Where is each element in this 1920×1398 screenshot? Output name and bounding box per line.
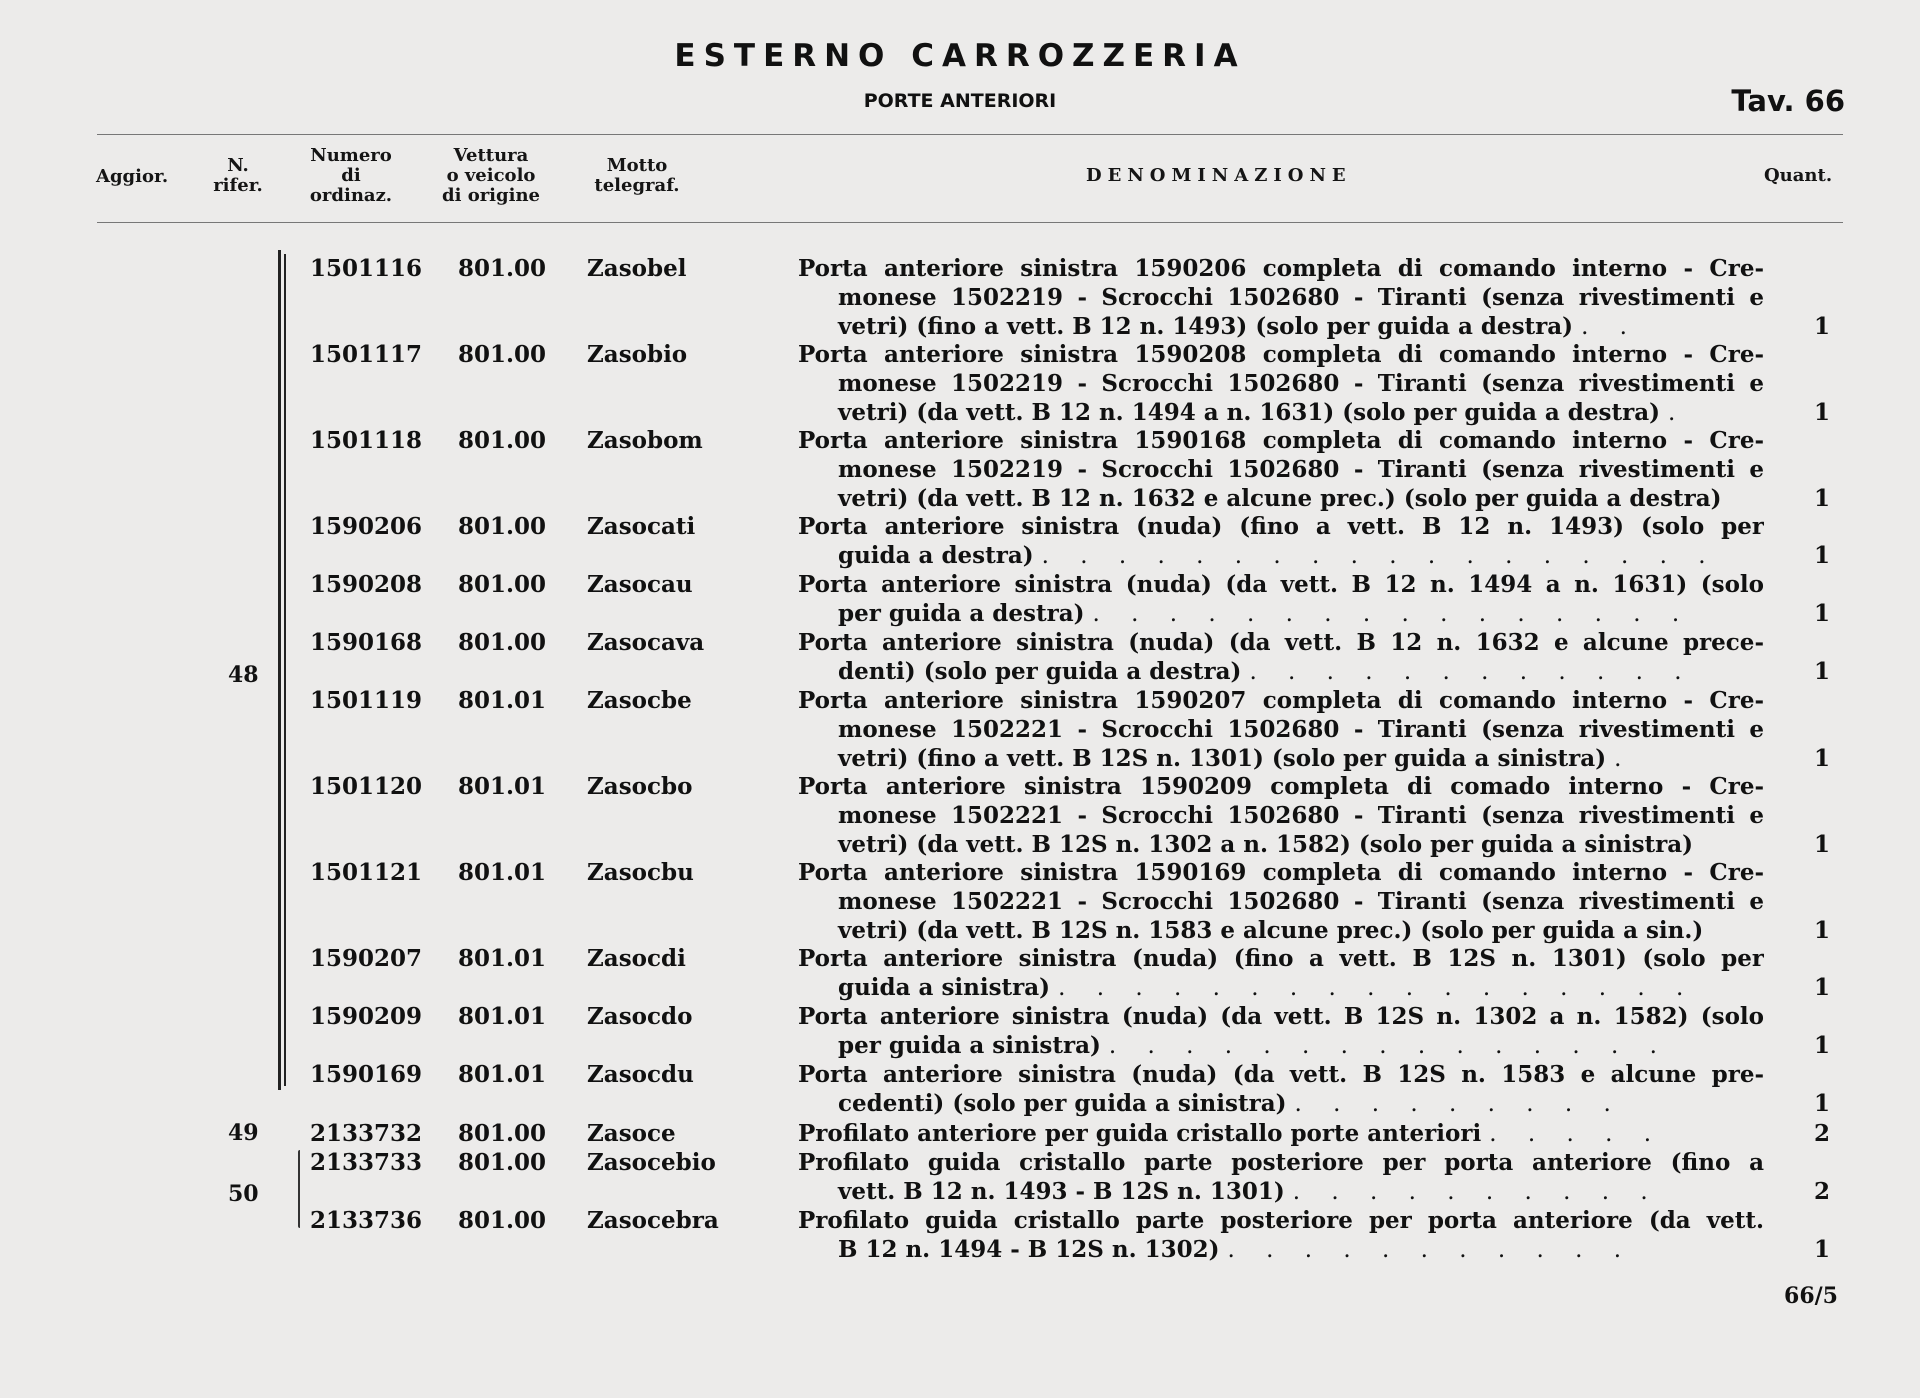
description: Porta anteriore sinistra 1590209 completa di comado interno - Cre- monese 1502221 - Scrocchi 1502680 - Tiranti (senza rivestimenti e vetri) (da vett. B 12S n. 1302 a n. 1582) (solo per guida a sinistra) [798,773,1764,858]
vehicle-code: 801.00 [458,341,547,368]
ref-number-49: 49 [228,1120,259,1146]
group-bracket-50 [298,1150,300,1228]
col-motto: Motto telegraf. [594,155,680,196]
description: Profilato guida cristallo parte posteriore per porta anteriore (da vett. B 12 n. 1494 - B 12S n. 1302) . . . . . . . . . . . [798,1207,1764,1263]
quantity: 1 [1813,658,1830,685]
description: Porta anteriore sinistra (nuda) (da vett. B 12S n. 1583 e alcune pre- cedenti) (solo per guida a sinistra) . . . . . . . . . [798,1061,1764,1117]
col-aggior: Aggior. [96,166,169,187]
telegraph-code: Zasocati [587,513,696,540]
vehicle-code: 801.00 [458,1149,547,1176]
order-number: 2133732 [310,1120,423,1147]
quantity: 1 [1813,831,1830,858]
telegraph-code: Zasoce [587,1120,676,1147]
telegraph-code: Zasocebio [587,1149,716,1176]
telegraph-code: Zasobom [587,427,703,454]
vehicle-code: 801.01 [458,773,547,800]
page-title: ESTERNO CARROZZERIA [674,38,1246,74]
vehicle-code: 801.01 [458,687,547,714]
order-number: 1590208 [310,571,423,598]
quantity: 2 [1813,1178,1830,1205]
col-denominazione: DENOMINAZIONE [1086,165,1352,186]
telegraph-code: Zasocdi [587,945,686,972]
quantity: 1 [1813,745,1830,772]
vehicle-code: 801.00 [458,1207,547,1234]
description: Porta anteriore sinistra 1590208 completa di comando interno - Cre- monese 1502219 - Scrocchi 1502680 - Tiranti (senza rivestimenti e vetri) (da vett. B 12 n. 1494 a n. 1631) (solo per guida a destra) . [798,341,1764,426]
order-number: 1501121 [310,859,423,886]
description: Porta anteriore sinistra (nuda) (da vett. B 12S n. 1302 a n. 1582) (solo per guida a sinistra) . . . . . . . . . . . . . . . [798,1003,1764,1059]
quantity: 1 [1813,485,1830,512]
col-vettura: Vettura o veicolo di origine [442,145,540,206]
quantity: 2 [1813,1120,1830,1147]
vehicle-code: 801.00 [458,513,547,540]
description: Porta anteriore sinistra (nuda) (fino a vett. B 12S n. 1301) (solo per guida a sinistra) . . . . . . . . . . . . . . . . . [798,945,1764,1001]
description: Porta anteriore sinistra 1590206 completa di comando interno - Cre- monese 1502219 - Scrocchi 1502680 - Tiranti (senza rivestimenti e vetri) (fino a vett. B 12 n. 1493) (solo per guida a destra) . . [798,255,1764,340]
description: Porta anteriore sinistra 1590168 completa di comando interno - Cre- monese 1502219 - Scrocchi 1502680 - Tiranti (senza rivestimenti e vetri) (da vett. B 12 n. 1632 e alcune prec.) (solo per guida a destra) [798,427,1764,512]
order-number: 1501119 [310,687,423,714]
quantity: 1 [1813,974,1830,1001]
order-number: 2133736 [310,1207,423,1234]
order-number: 1501118 [310,427,423,454]
telegraph-code: Zasobio [587,341,688,368]
vehicle-code: 801.01 [458,945,547,972]
vehicle-code: 801.01 [458,859,547,886]
telegraph-code: Zasocebra [587,1207,719,1234]
telegraph-code: Zasocbe [587,687,692,714]
col-nrif: N. rifer. [213,155,263,196]
description: Porta anteriore sinistra (nuda) (da vett. B 12 n. 1632 e alcune prece- denti) (solo per guida a destra) . . . . . . . . . . . . [798,629,1764,685]
vehicle-code: 801.00 [458,427,547,454]
vehicle-code: 801.00 [458,1120,547,1147]
group-bracket-48 [278,250,281,1090]
description: Porta anteriore sinistra (nuda) (fino a vett. B 12 n. 1493) (solo per guida a destra) . . . . . . . . . . . . . . . . . . [798,513,1764,569]
vehicle-code: 801.00 [458,629,547,656]
description: Porta anteriore sinistra 1590207 completa di comando interno - Cre- monese 1502221 - Scrocchi 1502680 - Tiranti (senza rivestimenti e vetri) (fino a vett. B 12S n. 1301) (solo per guida a sinistra) . [798,687,1764,772]
order-number: 1501120 [310,773,423,800]
description: Porta anteriore sinistra 1590169 completa di comando interno - Cre- monese 1502221 - Scrocchi 1502680 - Tiranti (senza rivestimenti e vetri) (da vett. B 12S n. 1583 e alcune prec.) (solo per guida a sin.) [798,859,1764,944]
telegraph-code: Zasocau [587,571,693,598]
description: Profilato guida cristallo parte posteriore per porta anteriore (fino a vett. B 12 n. 1493 - B 12S n. 1301) . . . . . . . . . . [798,1149,1764,1205]
quantity: 1 [1813,1090,1830,1117]
col-quant: Quant. [1764,165,1833,186]
quantity: 1 [1813,1032,1830,1059]
order-number: 1590169 [310,1061,423,1088]
order-number: 1590207 [310,945,423,972]
telegraph-code: Zasocava [587,629,705,656]
telegraph-code: Zasobel [587,255,687,282]
vehicle-code: 801.01 [458,1003,547,1030]
quantity: 1 [1813,542,1830,569]
ref-number-50: 50 [228,1181,259,1207]
page-subtitle: PORTE ANTERIORI [863,90,1057,112]
quantity: 1 [1813,917,1830,944]
quantity: 1 [1813,313,1830,340]
vehicle-code: 801.00 [458,571,547,598]
quantity: 1 [1813,1236,1830,1263]
order-number: 2133733 [310,1149,423,1176]
description: Porta anteriore sinistra (nuda) (da vett. B 12 n. 1494 a n. 1631) (solo per guida a destra) . . . . . . . . . . . . . . . . [798,571,1764,627]
order-number: 1590209 [310,1003,423,1030]
page-number: 66/5 [1784,1283,1838,1309]
quantity: 1 [1813,399,1830,426]
order-number: 1501116 [310,255,423,282]
telegraph-code: Zasocbu [587,859,694,886]
order-number: 1501117 [310,341,423,368]
telegraph-code: Zasocdu [587,1061,694,1088]
description: Profilato anteriore per guida cristallo porte anteriori . . . . . [798,1120,1664,1147]
telegraph-code: Zasocdo [587,1003,693,1030]
ref-number-48: 48 [228,662,259,688]
order-number: 1590206 [310,513,423,540]
group-bracket-48-inner [284,254,286,1086]
header-bottom-rule [97,222,1843,223]
vehicle-code: 801.01 [458,1061,547,1088]
table-number: Tav. 66 [1731,84,1845,118]
telegraph-code: Zasocbo [587,773,693,800]
header-top-rule [97,134,1843,135]
vehicle-code: 801.00 [458,255,547,282]
order-number: 1590168 [310,629,423,656]
col-numero: Numero di ordinaz. [309,145,393,206]
quantity: 1 [1813,600,1830,627]
